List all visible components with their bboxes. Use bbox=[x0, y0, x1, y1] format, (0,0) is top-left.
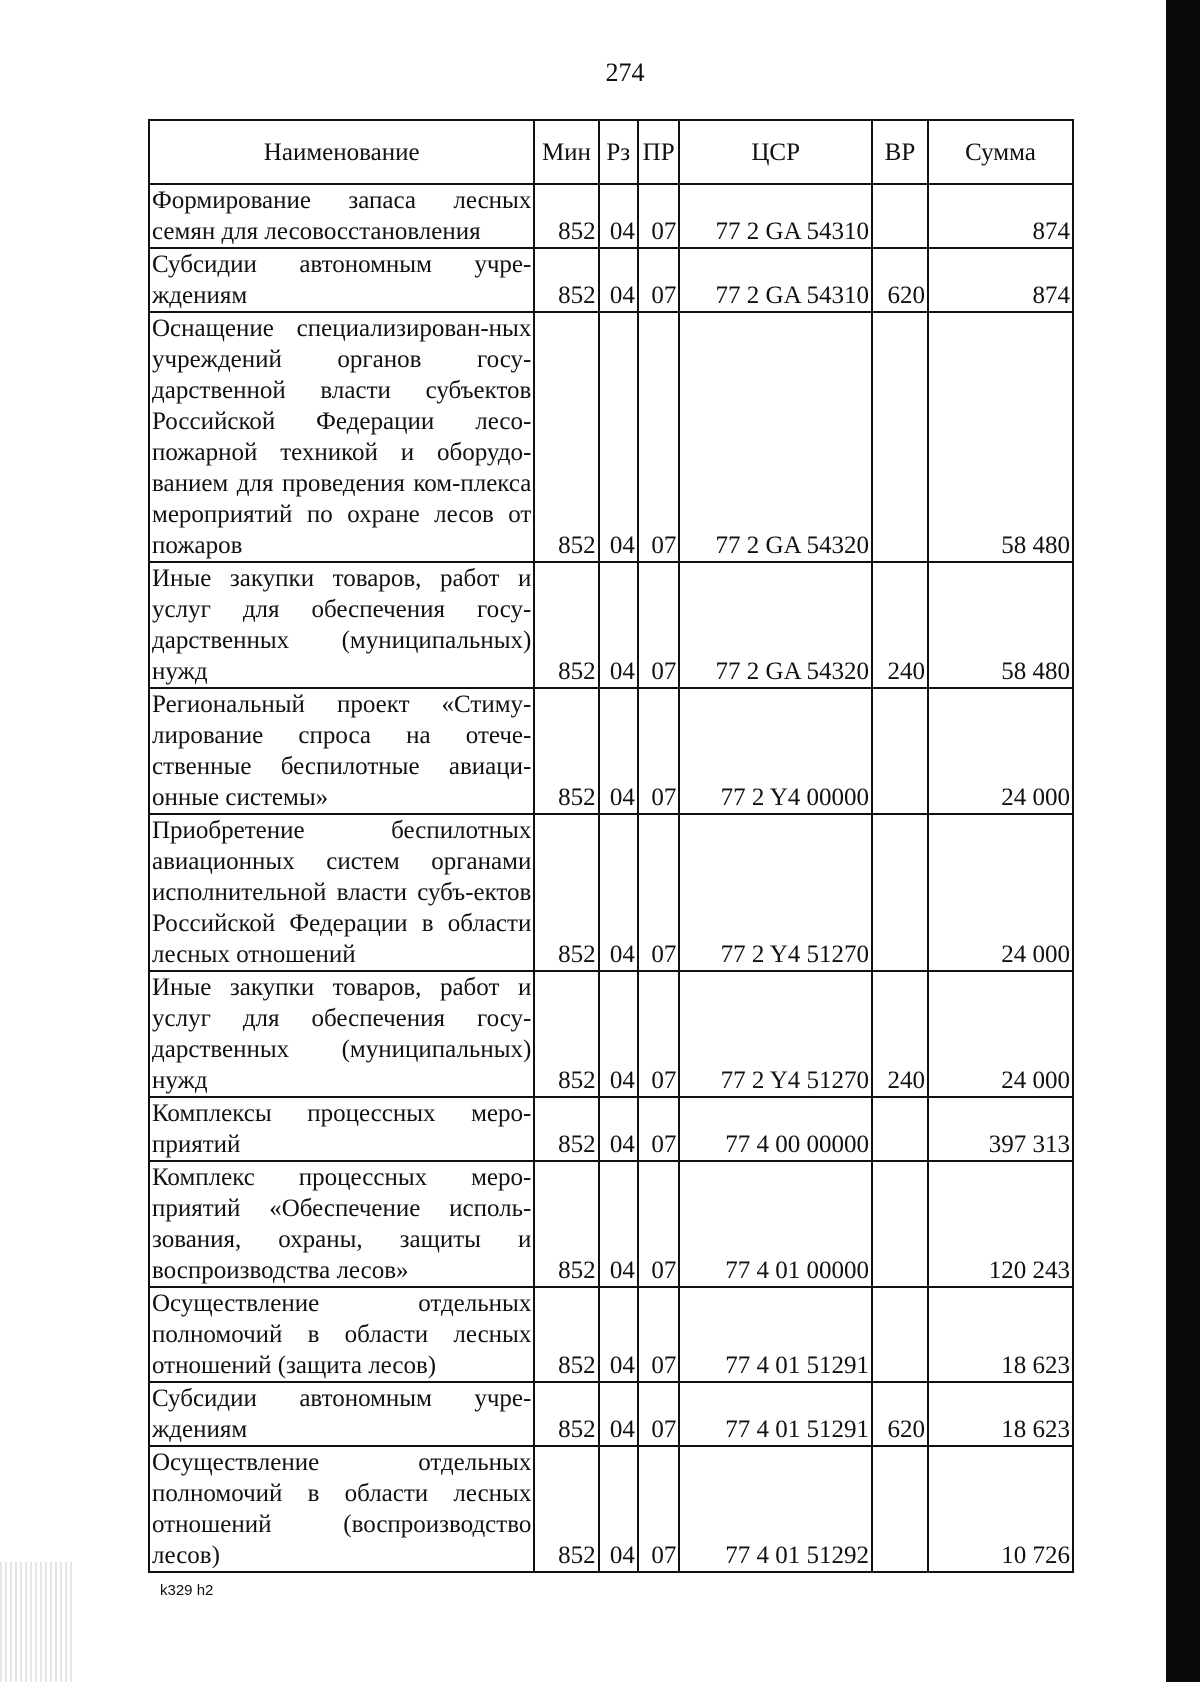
page-number: 274 bbox=[605, 58, 645, 87]
cell-sum: 24 000 bbox=[928, 688, 1073, 814]
table-header-row bbox=[149, 120, 1073, 184]
cell-sum: 18 623 bbox=[928, 1382, 1073, 1446]
cell-csr: 77 2 Y4 51270 bbox=[679, 971, 872, 1097]
cell-name: Формирование запаса лесных семян для лесовосстановления bbox=[149, 184, 534, 248]
table-row bbox=[149, 971, 1073, 1097]
cell-csr: 77 2 Y4 00000 bbox=[679, 688, 872, 814]
cell-sum: 18 623 bbox=[928, 1287, 1073, 1382]
cell-csr: 77 4 01 51291 bbox=[679, 1287, 872, 1382]
cell-pr: 07 bbox=[638, 312, 679, 562]
cell-min: 852 bbox=[534, 688, 598, 814]
header-rz: Рз bbox=[599, 120, 638, 184]
cell-min: 852 bbox=[534, 562, 598, 688]
cell-min: 852 bbox=[534, 248, 598, 312]
table-row bbox=[149, 1097, 1073, 1161]
cell-vr bbox=[872, 814, 928, 971]
cell-min: 852 bbox=[534, 1382, 598, 1446]
cell-vr bbox=[872, 312, 928, 562]
cell-vr: 620 bbox=[872, 1382, 928, 1446]
cell-name: Комплекс процессных меро-приятий «Обеспечение исполь-зования, охраны, защиты и воспроизводства лесов» bbox=[149, 1161, 534, 1287]
table-row bbox=[149, 248, 1073, 312]
cell-vr bbox=[872, 1161, 928, 1287]
cell-csr: 77 2 GA 54310 bbox=[679, 248, 872, 312]
footer-code: k329 h2 bbox=[160, 1582, 214, 1599]
cell-pr: 07 bbox=[638, 1287, 679, 1382]
cell-sum: 874 bbox=[928, 248, 1073, 312]
cell-pr: 07 bbox=[638, 248, 679, 312]
table-row bbox=[149, 312, 1073, 562]
cell-vr bbox=[872, 1446, 928, 1572]
cell-sum: 10 726 bbox=[928, 1446, 1073, 1572]
cell-sum: 397 313 bbox=[928, 1097, 1073, 1161]
cell-name: Иные закупки товаров, работ и услуг для обеспечения госу-дарственных (муниципальных) нужд bbox=[149, 562, 534, 688]
cell-pr: 07 bbox=[638, 1097, 679, 1161]
cell-vr bbox=[872, 1097, 928, 1161]
cell-pr: 07 bbox=[638, 688, 679, 814]
cell-csr: 77 4 01 51292 bbox=[679, 1446, 872, 1572]
table-row bbox=[149, 562, 1073, 688]
cell-min: 852 bbox=[534, 312, 598, 562]
cell-name: Региональный проект «Стиму-лирование спроса на отече-ственные беспилотные авиаци-онные системы» bbox=[149, 688, 534, 814]
cell-min: 852 bbox=[534, 184, 598, 248]
cell-csr: 77 4 01 00000 bbox=[679, 1161, 872, 1287]
budget-table bbox=[148, 119, 1074, 1573]
cell-rz: 04 bbox=[599, 1097, 638, 1161]
scan-noise bbox=[0, 1562, 72, 1682]
table-row bbox=[149, 814, 1073, 971]
cell-csr: 77 2 GA 54310 bbox=[679, 184, 872, 248]
cell-pr: 07 bbox=[638, 562, 679, 688]
cell-vr: 620 bbox=[872, 248, 928, 312]
cell-csr: 77 4 00 00000 bbox=[679, 1097, 872, 1161]
table-body bbox=[149, 184, 1073, 1572]
cell-name: Иные закупки товаров, работ и услуг для обеспечения госу-дарственных (муниципальных) нужд bbox=[149, 971, 534, 1097]
cell-rz: 04 bbox=[599, 1382, 638, 1446]
cell-min: 852 bbox=[534, 1097, 598, 1161]
cell-name: Субсидии автономным учре-ждениям bbox=[149, 248, 534, 312]
cell-min: 852 bbox=[534, 814, 598, 971]
cell-name: Комплексы процессных меро-приятий bbox=[149, 1097, 534, 1161]
cell-rz: 04 bbox=[599, 688, 638, 814]
cell-rz: 04 bbox=[599, 184, 638, 248]
cell-rz: 04 bbox=[599, 1446, 638, 1572]
cell-csr: 77 2 Y4 51270 bbox=[679, 814, 872, 971]
table-row bbox=[149, 688, 1073, 814]
cell-sum: 58 480 bbox=[928, 312, 1073, 562]
cell-name: Приобретение беспилотных авиационных систем органами исполнительной власти субъ-ектов Российской Федерации в области лесных отношений bbox=[149, 814, 534, 971]
header-name: Наименование bbox=[149, 120, 534, 184]
cell-pr: 07 bbox=[638, 1161, 679, 1287]
cell-rz: 04 bbox=[599, 1161, 638, 1287]
table-row bbox=[149, 1161, 1073, 1287]
cell-pr: 07 bbox=[638, 971, 679, 1097]
cell-sum: 24 000 bbox=[928, 814, 1073, 971]
cell-name: Осуществление отдельных полномочий в области лесных отношений (воспроизводство лесов) bbox=[149, 1446, 534, 1572]
cell-csr: 77 4 01 51291 bbox=[679, 1382, 872, 1446]
table-row bbox=[149, 1287, 1073, 1382]
cell-sum: 58 480 bbox=[928, 562, 1073, 688]
table-row bbox=[149, 1446, 1073, 1572]
cell-rz: 04 bbox=[599, 562, 638, 688]
cell-vr bbox=[872, 1287, 928, 1382]
cell-min: 852 bbox=[534, 1161, 598, 1287]
cell-name: Оснащение специализирован-ных учреждений органов госу-дарственной власти субъектов Российской Федерации лесо-пожарной техникой и оборудо-ванием для проведения ком-плекса мероприятий по охране лесов от пожаров bbox=[149, 312, 534, 562]
cell-sum: 874 bbox=[928, 184, 1073, 248]
cell-min: 852 bbox=[534, 1446, 598, 1572]
cell-vr: 240 bbox=[872, 562, 928, 688]
cell-rz: 04 bbox=[599, 312, 638, 562]
cell-vr: 240 bbox=[872, 971, 928, 1097]
header-pr: ПР bbox=[638, 120, 679, 184]
cell-vr bbox=[872, 184, 928, 248]
header-min: Мин bbox=[534, 120, 598, 184]
cell-pr: 07 bbox=[638, 1446, 679, 1572]
table-row bbox=[149, 1382, 1073, 1446]
cell-csr: 77 2 GA 54320 bbox=[679, 562, 872, 688]
cell-pr: 07 bbox=[638, 814, 679, 971]
cell-csr: 77 2 GA 54320 bbox=[679, 312, 872, 562]
cell-rz: 04 bbox=[599, 1287, 638, 1382]
cell-pr: 07 bbox=[638, 184, 679, 248]
cell-rz: 04 bbox=[599, 971, 638, 1097]
cell-sum: 24 000 bbox=[928, 971, 1073, 1097]
scan-edge-bar bbox=[1166, 0, 1200, 1682]
cell-rz: 04 bbox=[599, 248, 638, 312]
cell-pr: 07 bbox=[638, 1382, 679, 1446]
header-csr: ЦСР bbox=[679, 120, 872, 184]
header-sum: Сумма bbox=[928, 120, 1073, 184]
header-vr: ВР bbox=[872, 120, 928, 184]
cell-min: 852 bbox=[534, 1287, 598, 1382]
cell-name: Осуществление отдельных полномочий в области лесных отношений (защита лесов) bbox=[149, 1287, 534, 1382]
cell-name: Субсидии автономным учре-ждениям bbox=[149, 1382, 534, 1446]
cell-rz: 04 bbox=[599, 814, 638, 971]
cell-sum: 120 243 bbox=[928, 1161, 1073, 1287]
cell-min: 852 bbox=[534, 971, 598, 1097]
table-row bbox=[149, 184, 1073, 248]
cell-vr bbox=[872, 688, 928, 814]
